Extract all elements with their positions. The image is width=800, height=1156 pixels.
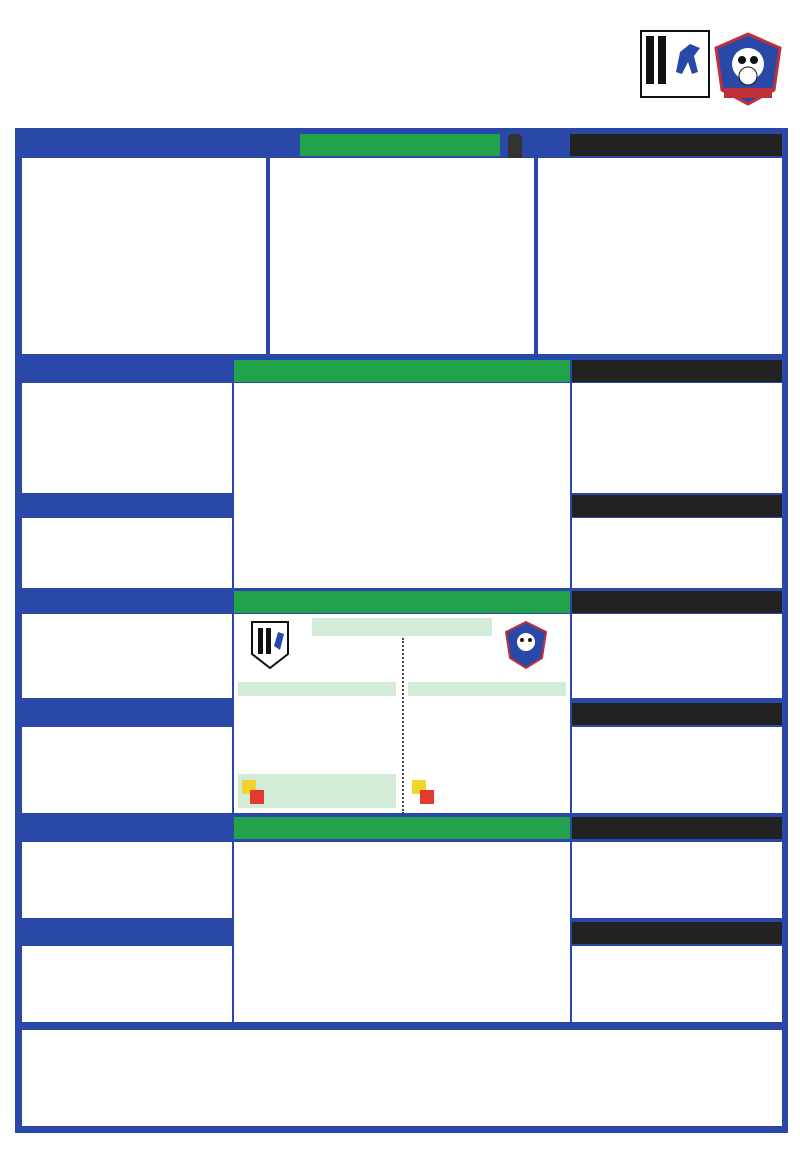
home-setpiece-header — [22, 703, 232, 725]
referee-row — [408, 682, 566, 696]
away-setpiece-header — [572, 703, 782, 725]
lastmeet-divider — [402, 638, 404, 814]
home-swings-panel — [22, 518, 232, 588]
seasonal-panel — [234, 383, 570, 588]
ten-years-chart — [234, 842, 570, 1022]
home-cards — [238, 774, 396, 808]
where-panel — [270, 158, 534, 354]
ten-years-header — [234, 817, 570, 839]
away-when-header — [570, 134, 782, 156]
home-swings-header — [22, 495, 232, 517]
away-last6-panel — [572, 383, 782, 493]
home-strike-panel — [22, 842, 232, 918]
away-topscorer-header — [572, 922, 782, 944]
horse-icon — [642, 32, 708, 88]
away-topscorer-panel — [572, 946, 782, 1022]
owl-icon — [712, 32, 784, 106]
ten-years-panel — [234, 842, 570, 1022]
home-discipline-list — [22, 614, 232, 618]
away-strike-panel — [572, 842, 782, 918]
away-discipline-panel — [572, 614, 782, 698]
lastmeet-panel — [234, 614, 570, 813]
red-card-icon — [420, 790, 434, 804]
gillingham-badge-icon — [250, 620, 290, 670]
home-strike-header — [22, 817, 232, 839]
home-when-header — [22, 134, 230, 156]
home-when-chart — [22, 158, 266, 354]
away-last6-header — [572, 360, 782, 382]
attendance-row — [238, 682, 396, 696]
home-discipline-panel — [22, 614, 232, 698]
sportbox-ad — [22, 1030, 782, 1126]
home-setpiece-list — [22, 727, 232, 731]
away-swings-panel — [572, 518, 782, 588]
lastmeet-score — [312, 618, 492, 636]
home-strike-list — [22, 842, 232, 846]
home-last6-panel — [22, 383, 232, 493]
away-discipline-list — [572, 614, 782, 618]
home-setpiece-panel — [22, 727, 232, 813]
where-header — [300, 134, 500, 156]
seasonal-chart — [234, 383, 570, 543]
home-discipline-header — [22, 591, 232, 613]
away-discipline-header — [572, 591, 782, 613]
lastmeet-header — [234, 591, 570, 613]
away-when-panel — [538, 158, 782, 354]
away-setpiece-list — [572, 727, 782, 731]
home-topscorer-header — [22, 922, 232, 944]
oldham-crest — [712, 32, 784, 106]
gillingham-crest — [640, 30, 710, 98]
home-when-panel — [22, 158, 266, 354]
away-strike-list — [572, 842, 782, 846]
away-setpiece-panel — [572, 727, 782, 813]
away-when-chart — [538, 158, 782, 354]
home-topscorer-panel — [22, 946, 232, 1022]
home-last6-header — [22, 360, 232, 382]
away-cards — [408, 774, 566, 808]
oldham-badge-icon — [504, 620, 548, 670]
away-strike-header — [572, 817, 782, 839]
red-card-icon — [250, 790, 264, 804]
seasonal-header — [234, 360, 570, 382]
away-swings-header — [572, 495, 782, 517]
